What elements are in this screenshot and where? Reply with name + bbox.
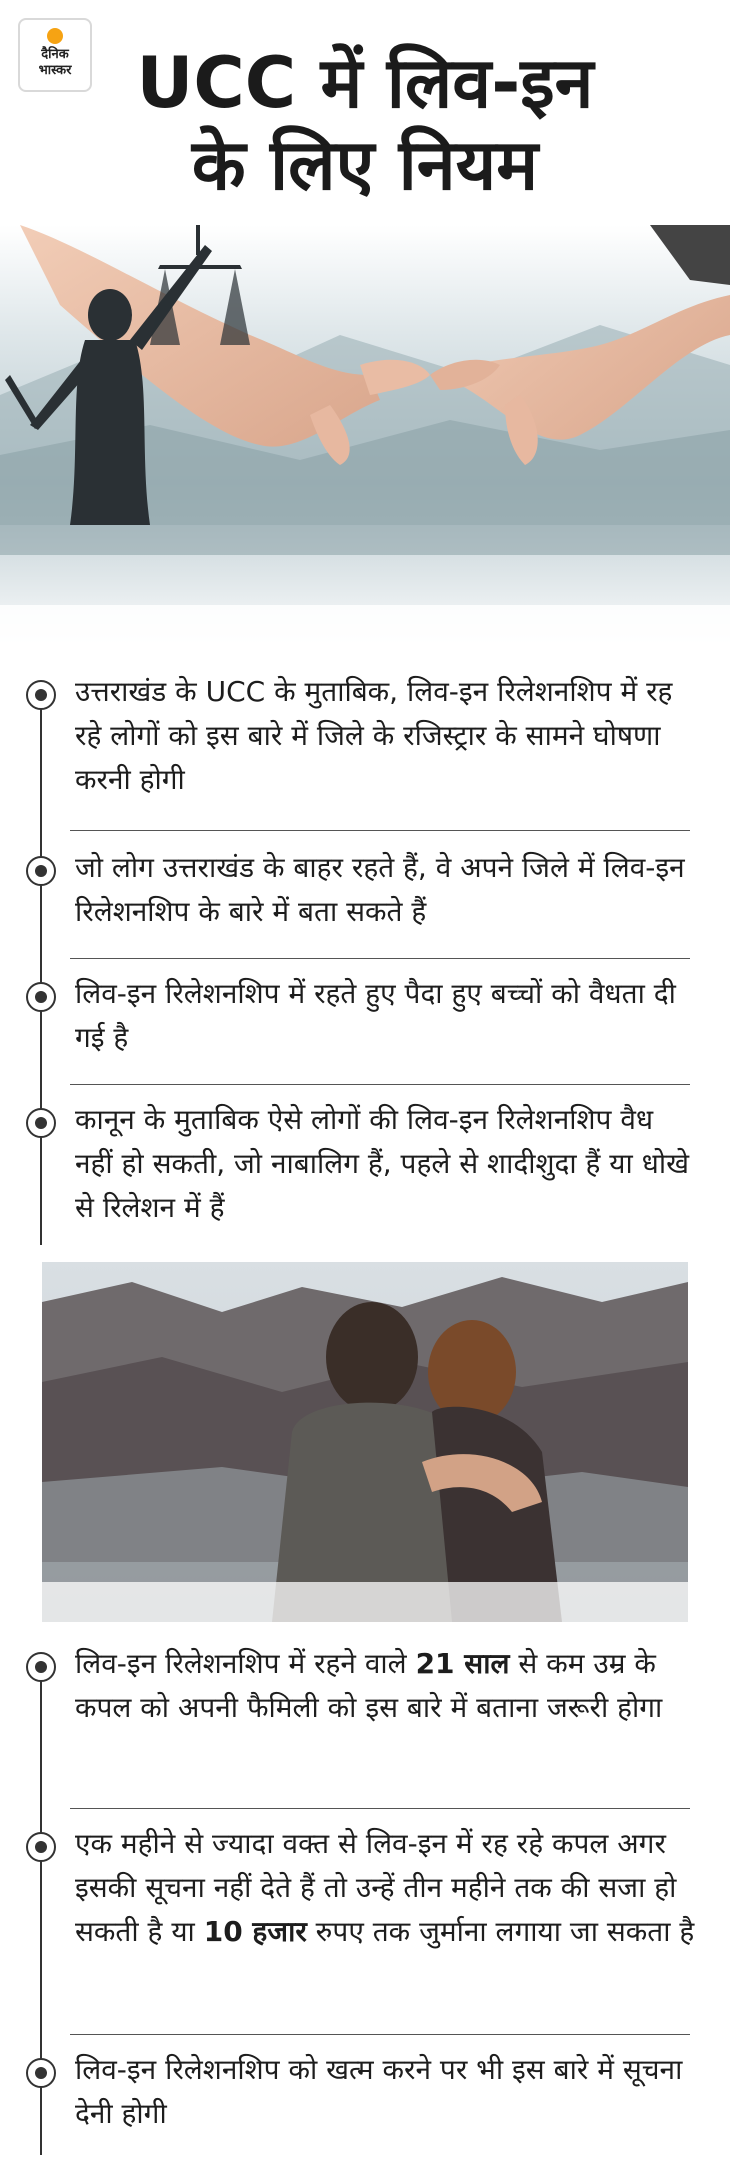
list-item: जो लोग उत्तराखंड के बाहर रहते हैं, वे अपने जिले में लिव-इन रिलेशनशिप के बारे में बता सकते हैं: [75, 851, 685, 928]
hero-svg: [0, 225, 730, 655]
list-item: कानून के मुताबिक ऐसे लोगों की लिव-इन रिलेशनशिप वैध नहीं हो सकती, जो नाबालिग हैं, पहले से शादीशुदा हैं या धोखे से रिलेशन में हैं: [75, 1103, 690, 1224]
bullet-icon: [26, 856, 56, 886]
title-line-2: के लिए नियम: [191, 124, 539, 206]
couple-svg: [42, 1262, 688, 1622]
page-title: [0, 42, 730, 206]
list-item: [75, 1642, 695, 1730]
title-line-1: UCC में लिव-इन: [136, 42, 594, 124]
item-text-post: से कम उम्र के कपल को अपनी फैमिली को इस बारे में बताना जरूरी होगा: [75, 1647, 663, 1724]
list-item: [75, 1822, 695, 1954]
hero-illustration: [0, 225, 730, 655]
bullet-icon: [26, 1652, 56, 1682]
list-item: [75, 2048, 695, 2136]
divider: [70, 2034, 690, 2035]
bullet-icon: [26, 1832, 56, 1862]
divider: [70, 958, 690, 959]
item-text-pre: लिव-इन रिलेशनशिप में रहने वाले: [75, 1647, 416, 1680]
bullet-icon: [26, 2058, 56, 2088]
divider: [70, 1808, 690, 1809]
divider: [70, 830, 690, 831]
item-text-pre: लिव-इन रिलेशनशिप को खत्म करने पर भी इस बारे में सूचना देनी होगी: [75, 2053, 683, 2130]
item-text-highlight: 21 साल: [415, 1647, 510, 1680]
item-text-highlight: 10 हजार: [203, 1915, 307, 1948]
list-item: उत्तराखंड के UCC के मुताबिक, लिव-इन रिलेशनशिप में रह रहे लोगों को इस बारे में जिले के रजिस्ट्रार के सामने घोषणा करनी होगी: [75, 675, 673, 796]
item-text-pre: एक महीने से ज्यादा वक्त से लिव-इन में रह रहे कपल अगर इसकी सूचना नहीं देते हैं तो उन्हें तीन महीने तक की सजा हो सकती है या: [75, 1827, 677, 1948]
logo-text-line1: दैनिक: [41, 47, 69, 62]
timeline-line: [40, 685, 42, 1245]
bullet-icon: [26, 982, 56, 1012]
bullet-icon: [26, 680, 56, 710]
logo-text-line2: भास्कर: [38, 63, 72, 78]
points-list-top: [0, 670, 730, 1260]
divider: [70, 1084, 690, 1085]
list-item: लिव-इन रिलेशनशिप में रहते हुए पैदा हुए बच्चों को वैधता दी गई है: [75, 977, 676, 1054]
bullet-icon: [26, 1108, 56, 1138]
points-list-bottom: [0, 1640, 730, 2160]
item-text-post: रुपए तक जुर्माना लगाया जा सकता है: [306, 1915, 695, 1948]
couple-photo: [42, 1262, 688, 1622]
